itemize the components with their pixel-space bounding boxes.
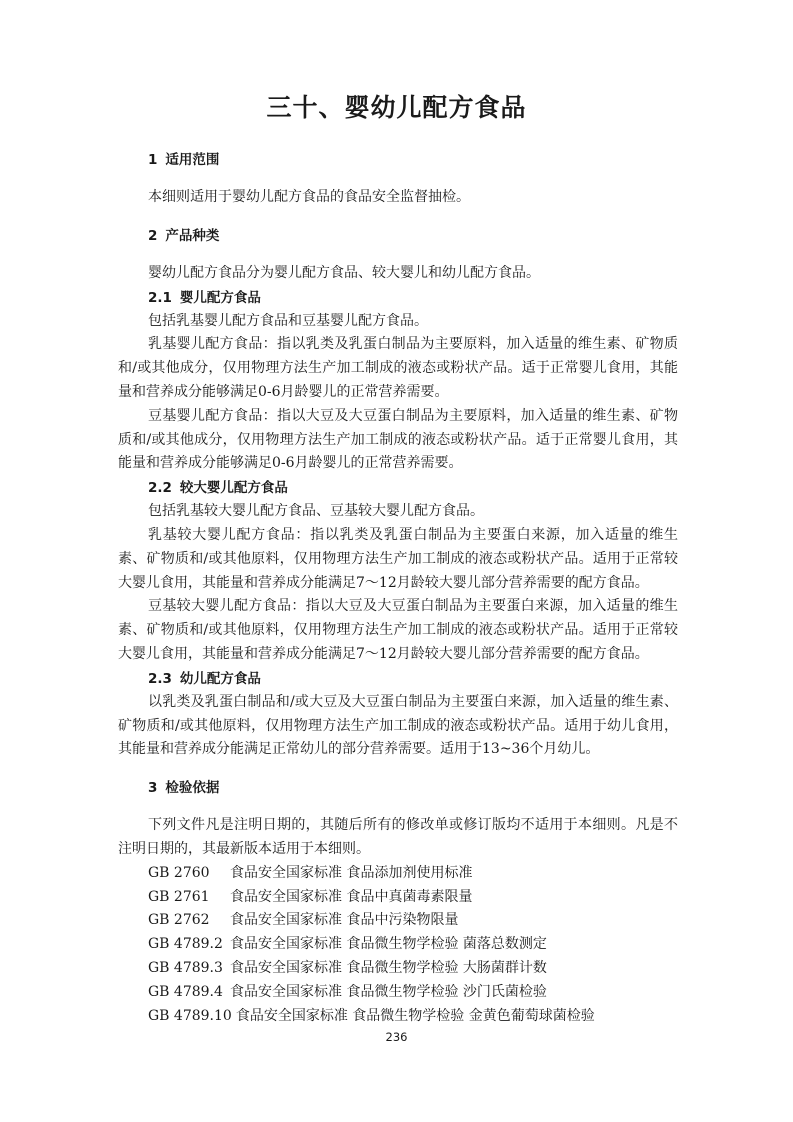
standard-name: 食品安全国家标准 食品微生物学检验 沙门氏菌检验 (230, 983, 547, 1000)
paragraph: 豆基较大婴儿配方食品：指以大豆及大豆蛋白制品为主要蛋白来源，加入适量的维生素、矿物质和/或其他原料，仅用物理方法生产加工制成的液态或粉状产品。适用于正常较大婴儿食用，其能量和营养成分能满足7～12月龄较大婴儿部分营养需要的配方食品。 (118, 598, 678, 662)
reference-item (118, 933, 678, 957)
section-number: 2 (148, 227, 158, 244)
paragraph: 包括乳基婴儿配方食品和豆基婴儿配方食品。 (148, 312, 428, 329)
reference-item (118, 981, 678, 1005)
section-title: 产品种类 (165, 227, 220, 244)
standard-name: 食品安全国家标准 食品中污染物限量 (230, 912, 459, 929)
reference-item (118, 909, 678, 933)
subsection-title: 幼儿配方食品 (179, 670, 261, 687)
page-title: 三十、婴幼儿配方食品 (266, 93, 527, 122)
reference-item (118, 957, 678, 981)
standard-name: 食品安全国家标准 食品微生物学检验 大肠菌群计数 (230, 959, 547, 976)
standard-code: GB 4789.3 (148, 959, 223, 976)
subsection-number: 2.3 (148, 670, 172, 687)
paragraph: 乳基较大婴儿配方食品：指以乳类及乳蛋白制品为主要蛋白来源，加入适量的维生素、矿物质和/或其他原料，仅用物理方法生产加工制成的液态或粉状产品。适用于正常较大婴儿食用，其能量和营养成分能满足7～12月龄较大婴儿部分营养需要的配方食品。 (118, 526, 678, 591)
standard-name: 食品安全国家标准 食品微生物学检验 菌落总数测定 (230, 936, 547, 953)
reference-item (118, 886, 678, 910)
paragraph: 以乳类及乳蛋白制品和/或大豆及大豆蛋白制品为主要蛋白来源，加入适量的维生素、矿物质和/或其他原料，仅用物理方法生产加工制成的液态或粉状产品。适用于幼儿食用，其能量和营养成分能满足正常幼儿的部分营养需要。适用于13~36个月幼儿。 (118, 693, 678, 758)
subsection-heading-2-1 (118, 286, 678, 310)
standard-code: GB 2760 (148, 864, 210, 881)
subsection-title: 婴儿配方食品 (179, 289, 261, 306)
subsection-heading-2-2 (118, 476, 678, 500)
paragraph: 本细则适用于婴幼儿配方食品的食品安全监督抽检。 (148, 189, 470, 205)
section-title: 适用范围 (165, 152, 220, 168)
paragraph: 婴幼儿配方食品分为婴儿配方食品、较大婴儿和幼儿配方食品。 (148, 264, 540, 281)
reference-item (118, 1005, 678, 1029)
document-body (118, 148, 678, 1028)
section-heading-2 (118, 224, 678, 248)
paragraph: 乳基婴儿配方食品：指以乳类及乳蛋白制品为主要原料，加入适量的维生素、矿物质和/或其他成分，仅用物理方法生产加工制成的液态或粉状产品。适于正常婴儿食用，其能量和营养成分能够满足0-6月龄婴儿的正常营养需要。 (118, 336, 678, 400)
subsection-heading-2-3 (118, 667, 678, 691)
subsection-number: 2.2 (148, 480, 172, 497)
page-number: 236 (385, 1030, 408, 1044)
section-heading-1 (118, 148, 678, 172)
paragraph: 豆基婴儿配方食品：指以大豆及大豆蛋白制品为主要原料，加入适量的维生素、矿物质和/或其他成分，仅用物理方法生产加工制成的液态或粉状产品。适于正常婴儿食用，其能量和营养成分能够满足0-6月龄婴儿的正常营养需要。 (118, 407, 678, 472)
subsection-title: 较大婴儿配方食品 (179, 480, 288, 497)
standard-name: 食品安全国家标准 食品微生物学检验 金黄色葡萄球菌检验 (235, 1007, 595, 1024)
paragraph: 包括乳基较大婴儿配方食品、豆基较大婴儿配方食品。 (148, 503, 484, 520)
section-heading-3 (118, 776, 678, 800)
standard-name: 食品安全国家标准 食品添加剂使用标准 (230, 864, 473, 881)
standard-code: GB 4789.2 (148, 936, 223, 953)
section-title: 检验依据 (165, 780, 220, 797)
standard-code: GB 4789.4 (148, 983, 223, 1000)
paragraph: 下列文件凡是注明日期的，其随后所有的修改单或修订版均不适用于本细则。凡是不注明日期的，其最新版本适用于本细则。 (118, 817, 678, 857)
standard-code: GB 2761 (148, 888, 210, 905)
section-number: 3 (148, 780, 158, 797)
standard-code: GB 2762 (148, 912, 210, 929)
standard-code: GB 4789.10 (148, 1007, 232, 1024)
section-number: 1 (148, 152, 158, 168)
reference-item (118, 862, 678, 886)
subsection-number: 2.1 (148, 289, 172, 306)
standard-name: 食品安全国家标准 食品中真菌毒素限量 (230, 888, 473, 905)
